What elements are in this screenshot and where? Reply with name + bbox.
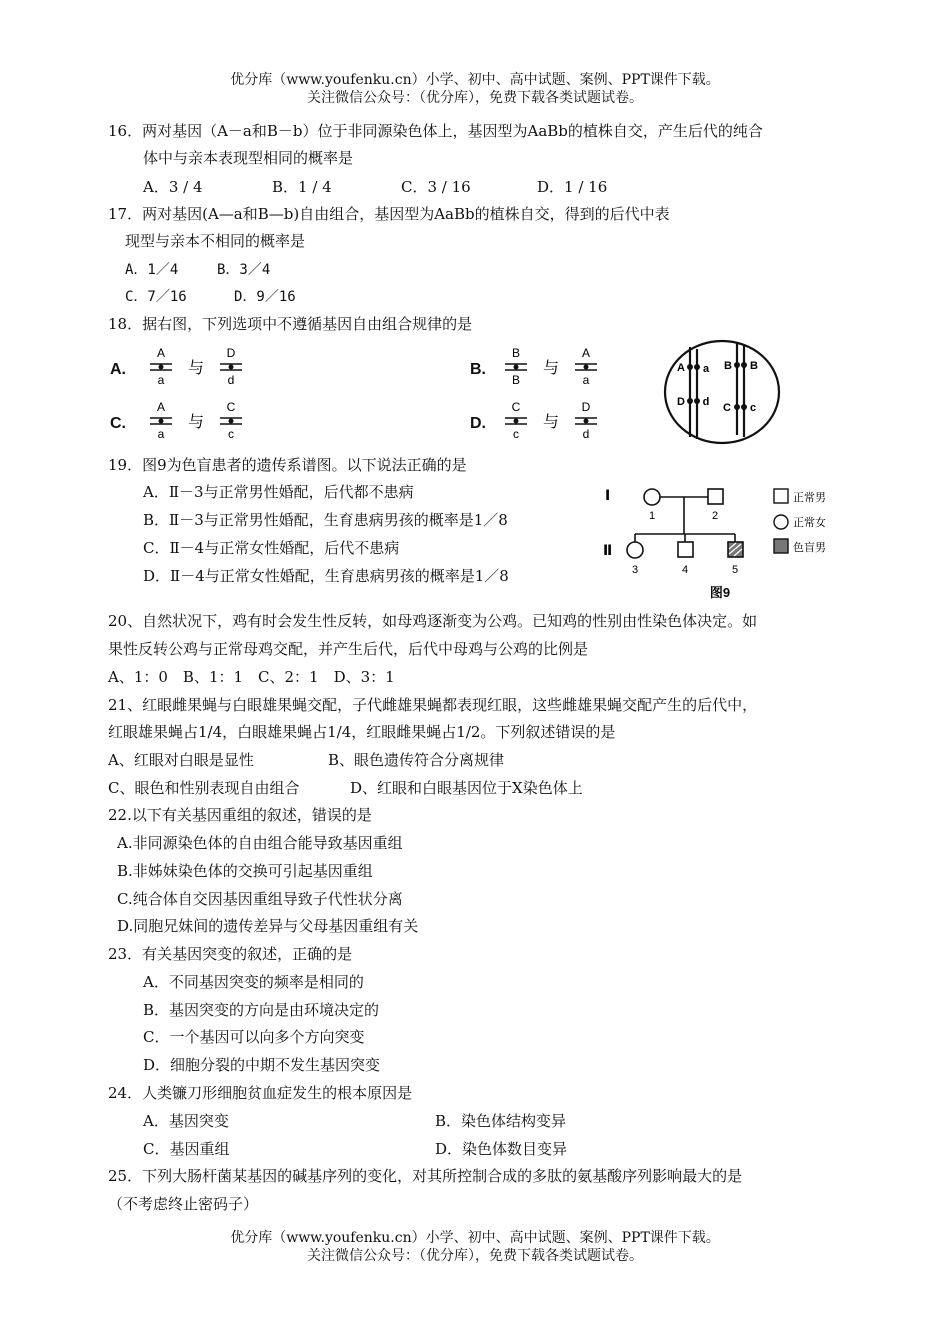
pedigree-gen-1: Ⅰ	[605, 487, 611, 503]
q18-c-conj: 与	[187, 414, 205, 431]
q16-option-d: D．1 / 16	[537, 178, 608, 196]
q22-stem: 22.以下有关基因重组的叙述，错误的是	[108, 806, 372, 824]
q20-options: A、1：0 B、1：1 C、2：1 D、3：1	[108, 668, 395, 686]
q18-d-allele-top-1: C	[511, 400, 521, 414]
q18-a-allele-top-2: D	[226, 346, 236, 360]
cell-label-a: a	[702, 363, 710, 375]
q18-c-allele-bottom-2: c	[228, 427, 234, 441]
q24-option-c: C．基因重组	[143, 1140, 230, 1158]
q19-stem: 19．图9为色盲患者的遗传系谱图。以下说法正确的是	[108, 456, 467, 474]
q18-d-allele-top-2: D	[581, 400, 591, 414]
q18-b-allele-top-1: B	[511, 346, 521, 360]
q18-stem: 18．据右图，下列选项中不遵循基因自由组合规律的是	[108, 315, 473, 333]
pedigree-female-1	[644, 489, 660, 505]
pedigree-id-5: 5	[731, 564, 739, 576]
q21-option-c: C、眼色和性别表现自由组合	[108, 779, 300, 797]
cell-label-c: c	[749, 402, 757, 414]
q18-a-allele-bottom-2: d	[227, 373, 235, 387]
q24-option-b: B．染色体结构变异	[435, 1112, 567, 1130]
legend-normal-male: 正常男	[793, 492, 826, 504]
q18-b-allele-bottom-1: B	[511, 373, 521, 387]
q23-option-b: B．基因突变的方向是由环境决定的	[143, 1001, 380, 1019]
pedigree-id-3: 3	[631, 564, 639, 576]
q17-option-a: A．1／4	[125, 262, 179, 278]
legend-normal-female: 正常女	[793, 517, 826, 529]
pedigree-caption: 图9	[709, 585, 731, 600]
q25-line-1: 25．下列大肠杆菌某基因的碱基序列的变化，对其所控制合成的多肽的氨基酸序列影响最大的是	[108, 1167, 743, 1185]
q17-stem-2: 现型与亲本不相同的概率是	[125, 232, 306, 250]
q18-a-allele-top-1: A	[156, 346, 166, 360]
q18-d-allele-bottom-1: c	[513, 427, 519, 441]
q25-line-2: （不考虑终止密码子）	[108, 1195, 259, 1213]
cell-label-D: D	[677, 396, 685, 408]
q22-option-c: C.纯合体自交因基因重组导致子代性状分离	[117, 890, 403, 908]
q18-a-chromosome-pairs	[146, 346, 252, 388]
q18-b-label: B.	[470, 361, 486, 378]
q18-c-allele-top-2: C	[226, 400, 236, 414]
q16-option-a: A．3 / 4	[143, 178, 203, 196]
footer-line-2: 关注微信公众号：（优分库），免费下载各类试题试卷。	[307, 1248, 643, 1264]
pedigree-male-4	[678, 542, 693, 557]
q20-line-1: 20、自然状况下，鸡有时会发生性反转，如母鸡逐渐变为公鸡。已知鸡的性别由性染色体决定。如	[108, 612, 758, 630]
q18-a-conj: 与	[187, 360, 205, 377]
q18-d-allele-bottom-2: d	[582, 427, 590, 441]
q17-option-c: C．7／16	[125, 289, 187, 305]
pedigree-id-1: 1	[648, 510, 656, 522]
q19-option-c: C．Ⅱ－4与正常女性婚配，后代不患病	[143, 539, 400, 557]
header-line-2: 关注微信公众号：（优分库），免费下载各类试题试卷。	[307, 90, 643, 106]
q18-c-chromosome-pairs	[146, 400, 252, 442]
q19-pedigree-figure	[595, 480, 845, 605]
q22-option-d: D.同胞兄妹间的遗传差异与父母基因重组有关	[117, 917, 419, 935]
q19-option-a: A．Ⅱ－3与正常男性婚配，后代都不患病	[143, 483, 414, 501]
q18-c-label: C.	[110, 415, 126, 432]
cell-label-C: C	[723, 402, 731, 414]
q24-stem: 24．人类镰刀形细胞贫血症发生的根本原因是	[108, 1084, 413, 1102]
footer-line-1: 优分库（www.youfenku.cn）小学、初中、高中试题、案例、PPT课件下载。	[230, 1230, 720, 1246]
q18-d-label: D.	[470, 415, 486, 432]
q17-option-b: B．3／4	[217, 262, 271, 278]
q21-line-2: 红眼雄果蝇占1/4，白眼雄果蝇占1/4，红眼雌果蝇占1/2。下列叙述错误的是	[108, 723, 616, 741]
q18-b-allele-bottom-2: a	[582, 373, 590, 387]
q16-option-b: B．1 / 4	[272, 178, 332, 196]
q18-a-allele-bottom-1: a	[157, 373, 165, 387]
q18-b-allele-top-2: A	[581, 346, 591, 360]
q16-stem-2: 体中与亲本表现型相同的概率是	[143, 149, 354, 167]
q23-option-d: D．细胞分裂的中期不发生基因突变	[143, 1056, 381, 1074]
q23-option-c: C．一个基因可以向多个方向突变	[143, 1028, 365, 1046]
q16-option-c: C．3 / 16	[401, 178, 471, 196]
pedigree-id-2: 2	[711, 510, 719, 522]
cell-label-B1: B	[724, 360, 732, 372]
q17-option-d: D．9／16	[234, 289, 296, 305]
q18-d-conj: 与	[542, 414, 560, 431]
q17-stem-1: 17．两对基因(A—a和B—b)自由组合，基因型为AaBb的植株自交，得到的后代中表	[108, 205, 670, 223]
header-line-1: 优分库（www.youfenku.cn）小学、初中、高中试题、案例、PPT课件下载。	[230, 72, 720, 88]
pedigree-female-3	[627, 542, 643, 558]
legend-colorblind-male: 色盲男	[793, 542, 826, 554]
q19-option-d: D．Ⅱ－4与正常女性婚配，生育患病男孩的概率是1／8	[143, 567, 509, 585]
q18-d-chromosome-pairs	[501, 400, 607, 442]
q23-option-a: A．不同基因突变的频率是相同的	[143, 973, 364, 991]
q20-line-2: 果性反转公鸡与正常母鸡交配，并产生后代，后代中母鸡与公鸡的比例是	[108, 640, 589, 658]
q18-c-allele-bottom-1: a	[157, 427, 165, 441]
q21-option-a: A、红眼对白眼是显性	[108, 751, 254, 769]
q23-stem: 23．有关基因突变的叙述，正确的是	[108, 945, 353, 963]
q18-cell-diagram	[660, 335, 785, 450]
q22-option-b: B.非姊妹染色体的交换可引起基因重组	[117, 862, 373, 880]
q21-line-1: 21、红眼雌果蝇与白眼雄果蝇交配，子代雌雄果蝇都表现红眼，这些雌雄果蝇交配产生的后代中，	[108, 696, 758, 714]
q18-b-conj: 与	[542, 360, 560, 377]
pedigree-male-2	[708, 489, 723, 504]
cell-label-A: A	[677, 362, 685, 374]
pedigree-id-4: 4	[681, 564, 689, 576]
q19-option-b: B．Ⅱ－3与正常男性婚配，生育患病男孩的概率是1／8	[143, 511, 508, 529]
q18-c-allele-top-1: A	[156, 400, 166, 414]
q24-option-d: D．染色体数目变异	[435, 1140, 568, 1158]
q24-option-a: A．基因突变	[143, 1112, 229, 1130]
cell-label-B2: B	[750, 360, 758, 372]
q18-a-label: A.	[110, 361, 126, 378]
q16-stem-1: 16．两对基因（A－a和B－b）位于非同源染色体上，基因型为AaBb的植株自交，产生后代的纯合	[108, 122, 763, 140]
pedigree-gen-2: Ⅱ	[603, 542, 613, 558]
q21-option-d: D、红眼和白眼基因位于X染色体上	[350, 779, 583, 797]
cell-label-d: d	[702, 396, 710, 408]
q21-option-b: B、眼色遗传符合分离规律	[328, 751, 505, 769]
q22-option-a: A.非同源染色体的自由组合能导致基因重组	[117, 834, 403, 852]
q18-b-chromosome-pairs	[501, 346, 607, 388]
